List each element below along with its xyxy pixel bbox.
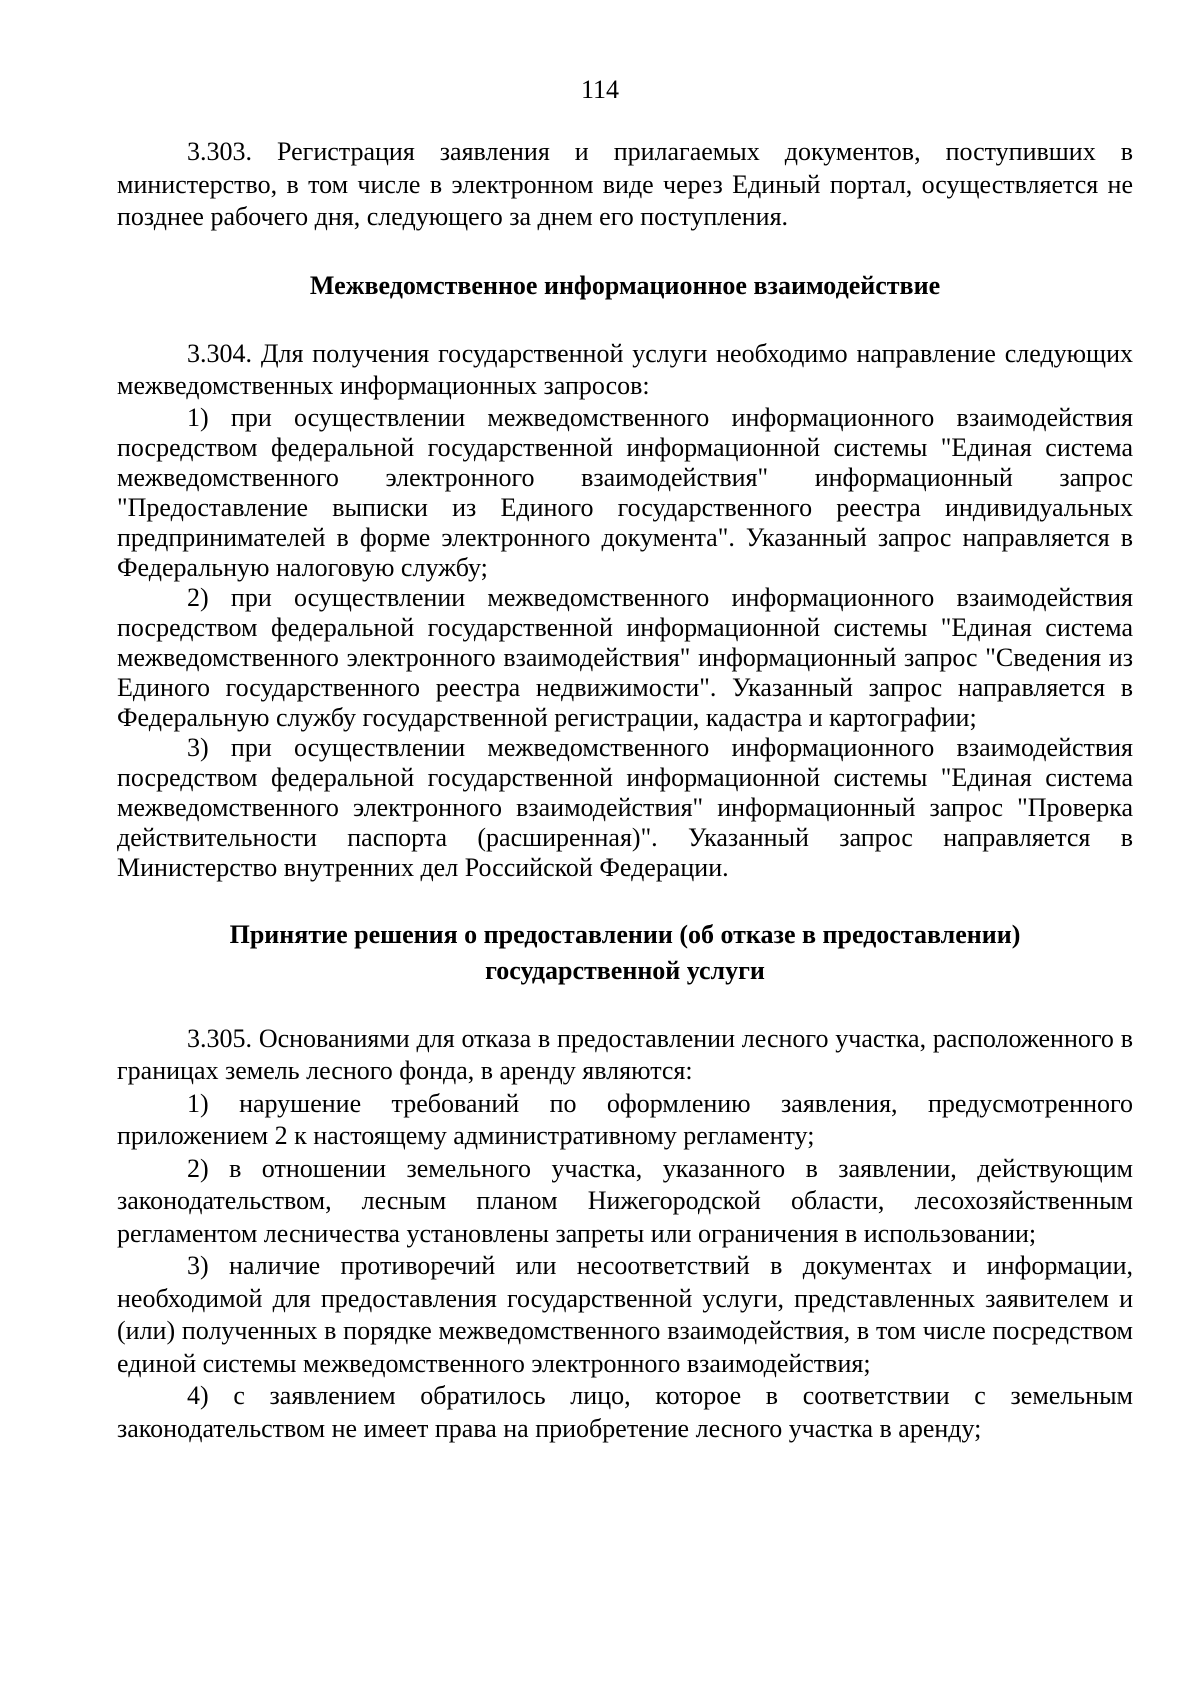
page-number: 114 (580, 75, 620, 104)
paragraph-3-304-item-3: 3) при осуществлении межведомственного информационного взаимодействия посредством федеральной государственной информационной системы "Единая система межведомственного электронного взаимодействия" информационный запрос "Проверка действительности паспорта (расширенная)". Указанный запрос направляется в Министерство внутренних дел Российской Федерации. (117, 732, 1133, 882)
section-heading-interagency: Межведомственное информационное взаимодействие (309, 270, 941, 300)
paragraph-3-305: 3.305. Основаниями для отказа в предоставлении лесного участка, расположенного в границах земель лесного фонда, в аренду являются: (117, 1023, 1133, 1085)
paragraph-3-305-item-1: 1) нарушение требований по оформлению заявления, предусмотренного приложением 2 к настоящему административному регламенту; (117, 1088, 1133, 1150)
section-heading-decision-line-2: государственной услуги (485, 955, 765, 985)
paragraph-3-304-item-1: 1) при осуществлении межведомственного информационного взаимодействия посредством федеральной государственной информационной системы "Единая система межведомственного электронного взаимодействия" информационный запрос "Предоставление выписки из Единого государственного реестра индивидуальных предпринимателей в форме электронного документа". Указанный запрос направляется в Федеральную налоговую службу; (117, 402, 1133, 582)
paragraph-3-305-item-4: 4) с заявлением обратилось лицо, которое в соответствии с земельным законодательством не имеет права на приобретение лесного участка в аренду; (117, 1381, 1133, 1443)
paragraph-3-305-item-2: 2) в отношении земельного участка, указанного в заявлении, действующим законодательством, лесным планом Нижегородской области, лесохозяйственным регламентом лесничества установлены запреты или ограничения в использовании; (117, 1153, 1133, 1248)
paragraph-3-303: 3.303. Регистрация заявления и прилагаемых документов, поступивших в министерство, в том числе в электронном виде через Единый портал, осуществляется не позднее рабочего дня, следующего за днем его поступления. (117, 137, 1133, 231)
document-body (117, 136, 1133, 1445)
paragraph-3-304-item-2: 2) при осуществлении межведомственного информационного взаимодействия посредством федеральной государственной информационной системы "Единая система межведомственного электронного взаимодействия" информационный запрос "Сведения из Единого государственного реестра недвижимости". Указанный запрос направляется в Федеральную службу государственной регистрации, кадастра и картографии; (117, 582, 1133, 732)
paragraph-3-304: 3.304. Для получения государственной услуги необходимо направление следующих межведомственных информационных запросов: (117, 338, 1133, 400)
section-heading-decision (117, 917, 1133, 989)
section-heading-decision-line-1: Принятие решения о предоставлении (об отказе в предоставлении) (229, 919, 1021, 949)
paragraph-3-305-item-3: 3) наличие противоречий или несоответствий в документах и информации, необходимой для предоставления государственной услуги, представленных заявителем и (или) полученных в порядке межведомственного взаимодействия, в том числе посредством единой системы межведомственного электронного взаимодействия; (117, 1251, 1133, 1378)
